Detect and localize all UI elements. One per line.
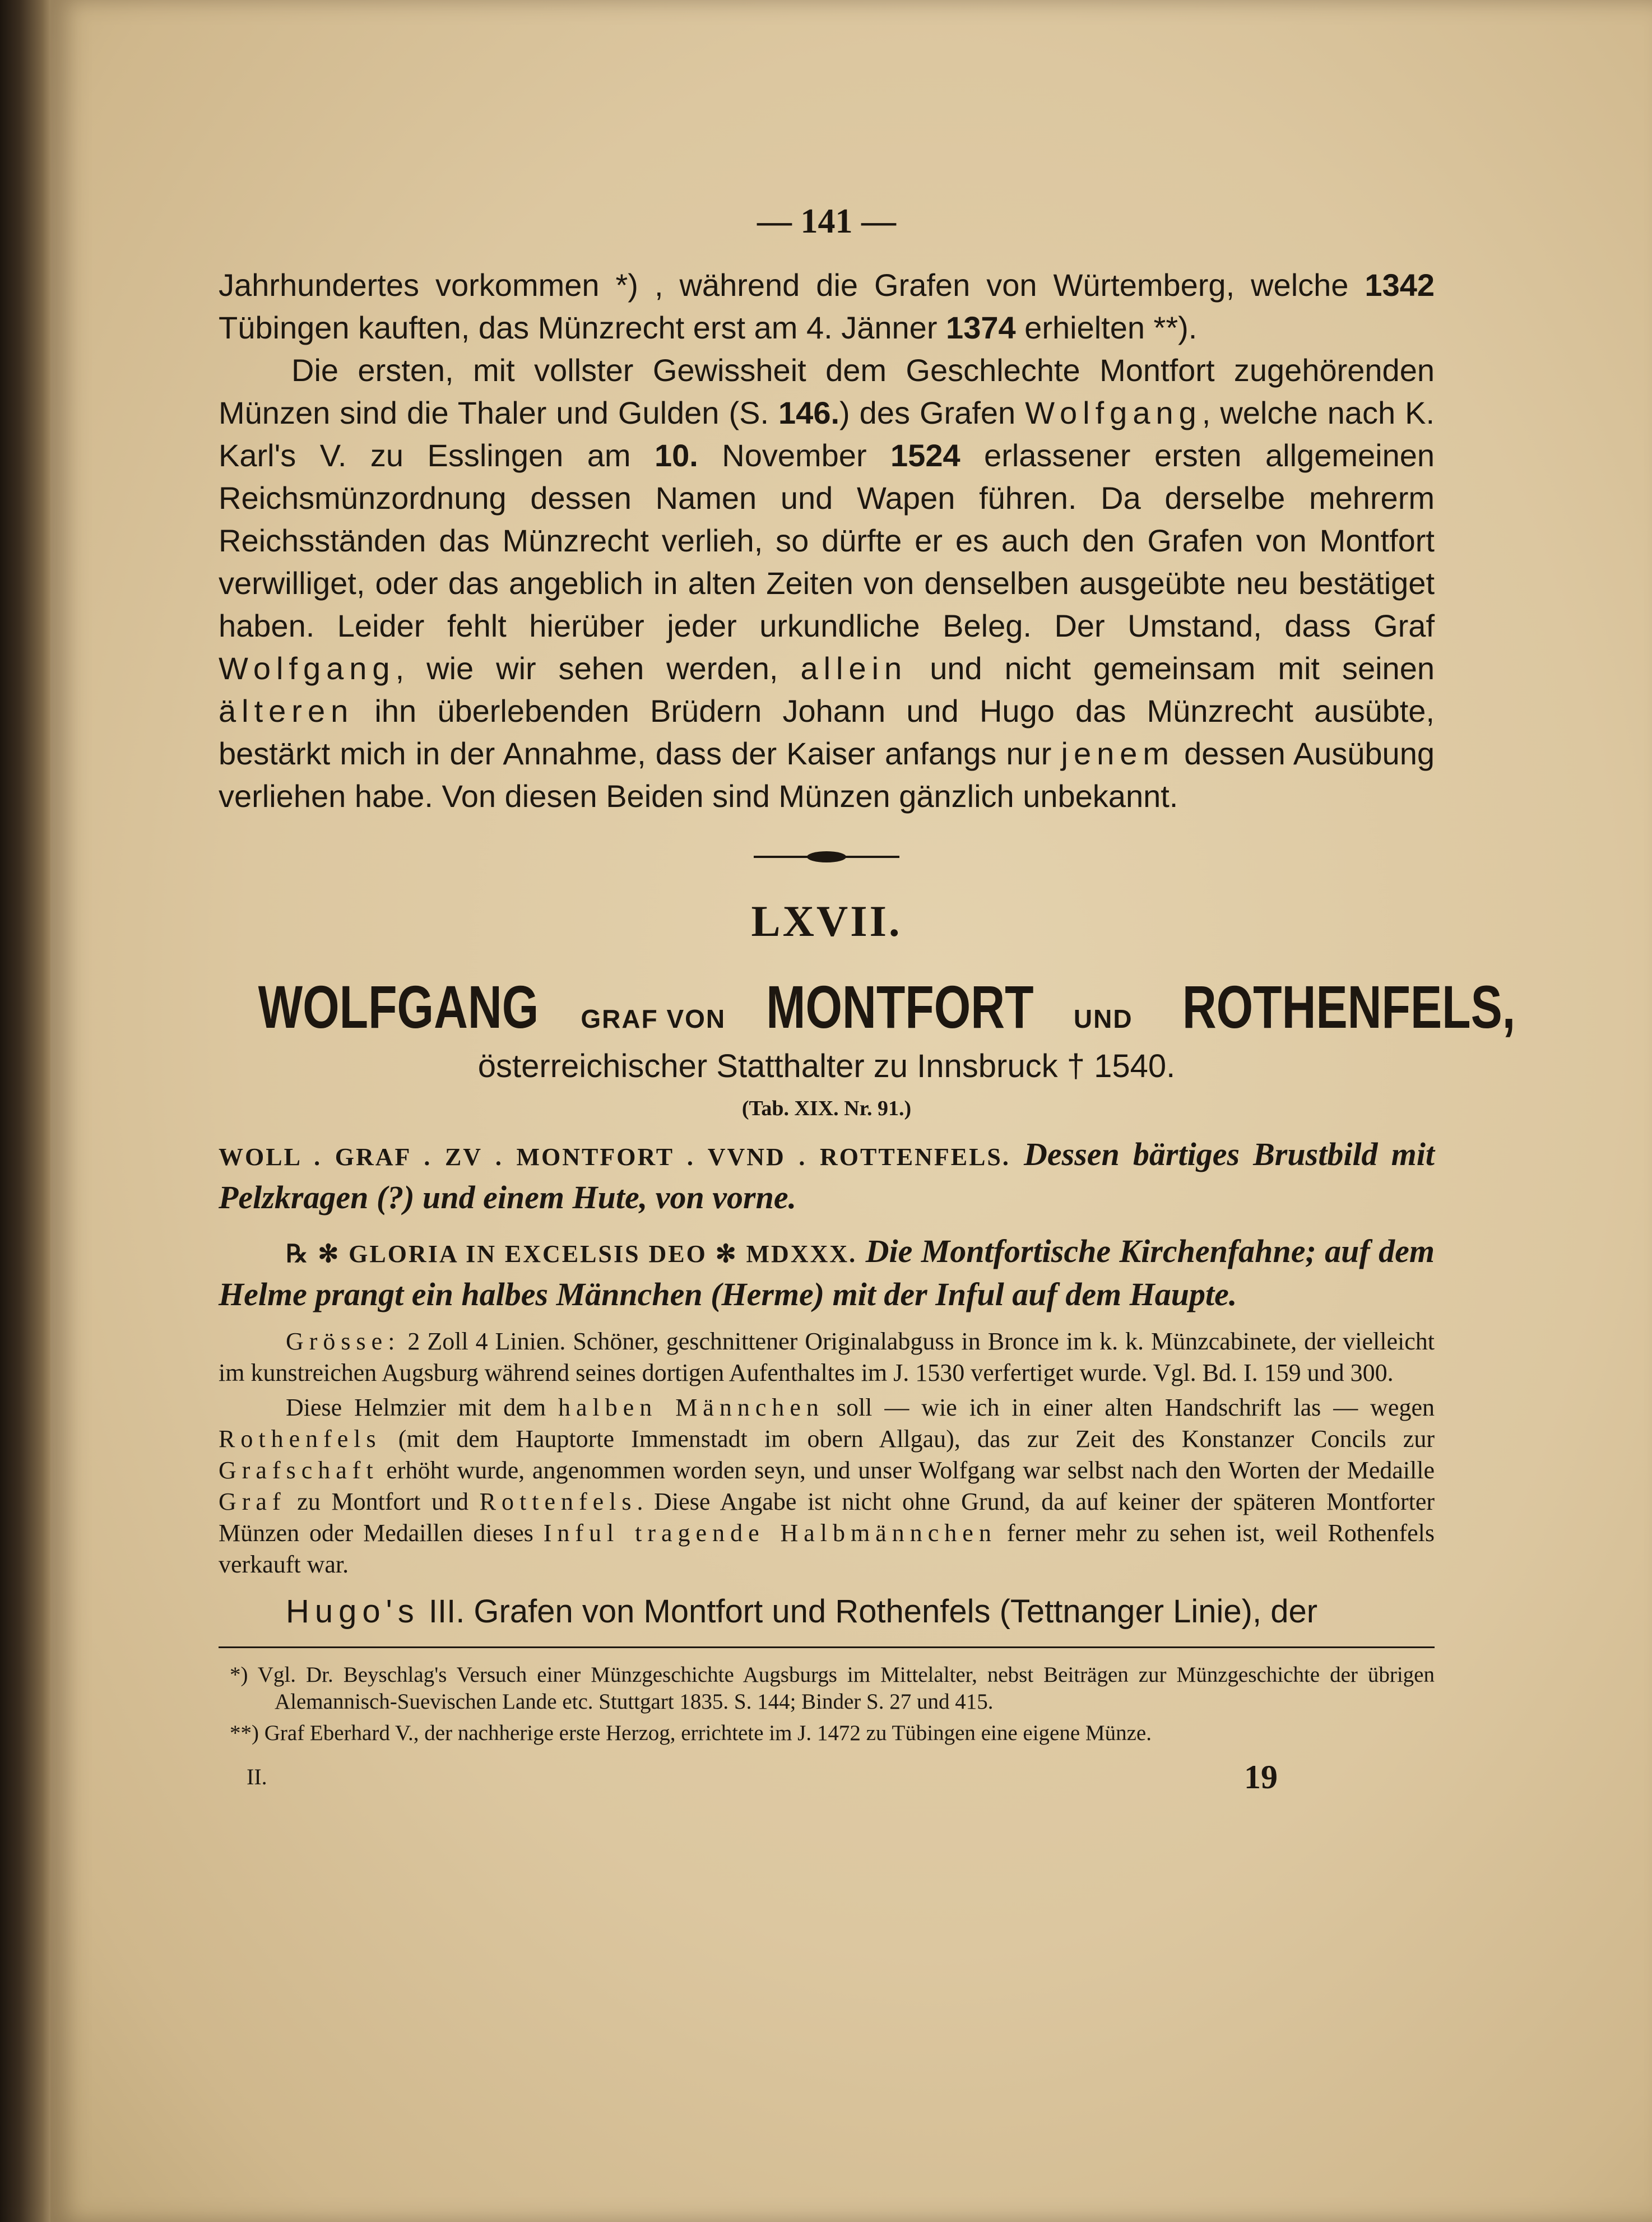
page-content	[219, 202, 1516, 1803]
reverse-description	[219, 1231, 1435, 1315]
emphasis-jenem: jenem	[1061, 736, 1175, 771]
paragraph-text: , welche nach K. Karl's V. zu Esslingen am	[219, 395, 1435, 473]
title-wolfgang: WOLFGANG	[258, 973, 539, 1041]
intro-text: Jahrhundertes vorkommen *) , während die Grafen von Würtemberg, welche	[219, 267, 1365, 303]
helmet-note	[219, 1392, 1435, 1580]
name-wolfgang: Wolfgang	[219, 651, 396, 686]
paragraph-text: November	[698, 438, 891, 473]
title-und: UND	[1073, 1004, 1133, 1033]
paragraph-text: erlassener ersten allgemeinen Reichsmünzordnung dessen Namen und Wapen führen. Da derselbe mehrerm Reichsständen das Münzrecht verlieh, so dürfte er es auch den Grafen von Montfort verwilliget, oder das angeblich in alten Zeiten von denselben ausgeübte neu bestätiget haben. Leider fehlt hierüber jeder urkundliche Beleg. Der Umstand, dass Graf	[219, 438, 1435, 643]
reverse-text: Die Montfortische Kirchenfahne; auf dem Helme prangt ein halbes Männchen (Herme) mit der Inful auf dem Haupte.	[219, 1233, 1435, 1312]
note-text: zu Montfort und	[286, 1488, 480, 1515]
continuation-text: III. Grafen von Montfort und Rothenfels (Tettnanger Linie), der	[419, 1593, 1318, 1630]
divider-center-ornament	[807, 851, 846, 862]
emphasis-allein: allein	[800, 651, 908, 686]
year-1342: 1342	[1365, 267, 1435, 303]
size-label: Grösse:	[286, 1328, 401, 1355]
book-page	[50, 0, 1652, 2222]
intro-text: Tübingen kauften, das Münzrecht erst am 4. Jänner	[219, 310, 946, 345]
note-text: erhöht wurde, angenommen worden seyn, und unser Wolfgang war selbst nach den Worten der Medaille	[378, 1456, 1435, 1484]
name-wolfgang: Wolfgang	[1025, 395, 1202, 430]
paragraph-text: und nicht gemeinsam mit seinen	[907, 651, 1435, 686]
main-paragraph	[219, 349, 1435, 818]
paragraph-text: ) des Grafen	[839, 395, 1025, 430]
emphasis-rottenfels: Rottenfels	[479, 1488, 637, 1515]
obverse-description	[219, 1134, 1435, 1218]
paragraph-text: , wie wir sehen werden,	[395, 651, 801, 686]
footnote-rule	[219, 1646, 1435, 1648]
note-text: . Diese Angabe ist nicht ohne Grund, da auf keiner der späteren Montforter Münzen oder Medaillen dieses	[219, 1488, 1435, 1547]
emphasis-halben-maennchen: halben Männchen	[558, 1394, 824, 1421]
section-subtitle: österreichischer Statthalter zu Innsbruck † 1540.	[477, 1048, 1176, 1084]
emphasis-graf: Graf	[219, 1488, 286, 1515]
intro-paragraph	[219, 264, 1435, 349]
note-text: soll — wie ich in einer alten Handschrift las — wegen	[824, 1394, 1435, 1421]
obverse-text: Dessen bärtiges Brustbild mit Pelzkragen (?) und einem Hute, von vorne.	[219, 1136, 1435, 1216]
paragraph-text: dessen Ausübung verliehen habe. Von diesen Beiden sind Münzen gänzlich unbekannt.	[219, 736, 1435, 814]
page-footer	[219, 1758, 1435, 1803]
title-graf-von: GRAF VON	[581, 1004, 726, 1033]
note-text: (mit dem Hauptorte Immenstadt im obern Allgau), das zur Zeit des Konstanzer Concils zur	[381, 1425, 1435, 1453]
page-reference: 146.	[778, 395, 840, 430]
obverse-legend: WOLL . GRAF . ZV . MONTFORT . VVND . ROTTENFELS.	[219, 1143, 1010, 1171]
footnote-1: *) Vgl. Dr. Beyschlag's Versuch einer Münzgeschichte Augsburgs im Mittelalter, nebst Beiträgen zur Münzgeschichte der übrigen Alemannisch-Suevischen Lande etc. Stuttgart 1835. S. 144; Binder S. 27 und 415.	[230, 1663, 1435, 1714]
date-day: 10.	[654, 438, 698, 473]
size-text: 2 Zoll 4 Linien. Schöner, geschnittener Originalabguss in Bronce im k. k. Münzcabinete, der vielleicht im kunstreichen Augsburg während seines dortigen Aufenthaltes im J. 1530 verfertiget wurde. Vgl. Bd. I. 159 und 300.	[219, 1328, 1435, 1386]
emphasis-rothenfels: Rothenfels	[219, 1425, 382, 1453]
year-1374: 1374	[946, 310, 1016, 345]
signature-mark: II.	[247, 1764, 267, 1789]
paragraph-text: Die ersten, mit vollster Gewissheit dem Geschlechte Montfort zugehörenden Münzen sind die Thaler und Gulden (S.	[219, 352, 1435, 430]
emphasis-aelteren: älteren	[219, 693, 354, 729]
title-montfort: MONTFORT	[765, 973, 1034, 1041]
page-number: — 141 —	[757, 202, 896, 240]
year-1524: 1524	[890, 438, 960, 473]
section-title	[219, 972, 1516, 1042]
plate-reference: (Tab. XIX. Nr. 91.)	[741, 1097, 912, 1120]
section-divider-ornament	[754, 851, 899, 862]
chapter-number: LXVII.	[751, 897, 902, 945]
title-rothenfels: ROTHENFELS,	[1182, 973, 1516, 1041]
paragraph-text: ihn überlebenden Brüdern Johann und Hugo das Münzrecht ausübte, bestärkt mich in der Annahme, dass der Kaiser anfangs nur	[219, 693, 1435, 771]
book-spine-edge	[0, 0, 56, 2222]
note-text: ferner mehr zu sehen ist, weil Rothenfels verkauft war.	[219, 1519, 1435, 1578]
reverse-legend: ℞ ✻ GLORIA IN EXCELSIS DEO ✻ MDXXX.	[286, 1240, 857, 1268]
note-text: Diese Helmzier mit dem	[286, 1394, 558, 1421]
folio-number: 19	[1244, 1759, 1278, 1796]
size-note	[219, 1326, 1435, 1389]
footnotes	[219, 1662, 1435, 1747]
emphasis-inful-halbmaennchen: Inful tragende Halbmännchen	[543, 1519, 997, 1547]
continuation-line	[219, 1590, 1435, 1633]
name-hugo: Hugo's	[286, 1593, 420, 1630]
footnote-2: **) Graf Eberhard V., der nachherige erste Herzog, errichtete im J. 1472 zu Tübingen eine eigene Münze.	[230, 1721, 1152, 1745]
emphasis-grafschaft: Grafschaft	[219, 1456, 379, 1484]
intro-text: erhielten **).	[1015, 310, 1198, 345]
